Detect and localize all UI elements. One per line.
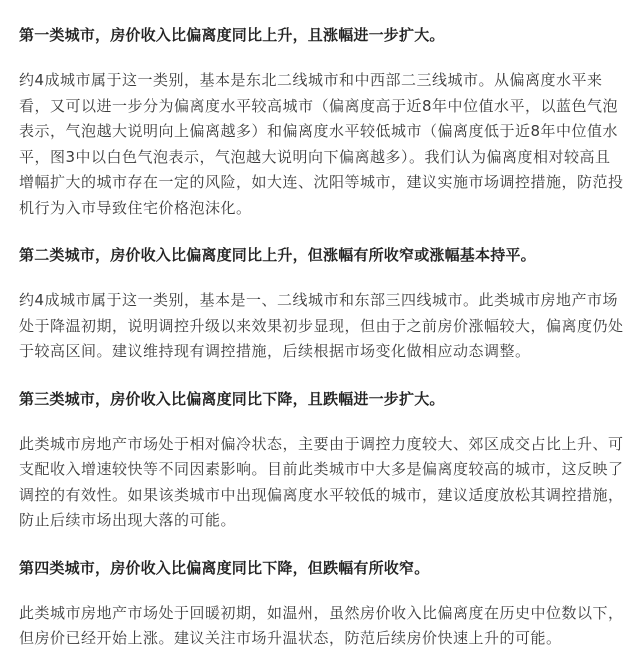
section-paragraph: 约4成城市属于这一类别，基本是东北二线城市和中西部二三线城市。从偏离度水平来看，又可以进一步分为偏离度水平较高城市（偏离度高于近8年中位值水平，以蓝色气泡表示，气泡越大说明向上偏离越多）和偏离度水平较低城市（偏离度低于近8年中位值水平，图3中以白色气泡表示，气泡越大说明向下偏离越多）。我们认为偏离度相对较高且增幅扩大的城市存在一定的风险，如大连、沈阳等城市，建议实施市场调控措施，防范投机行为入市导致住宅价格泡沫化。 [19,71,624,217]
section-category-2 [19,244,626,365]
section-paragraph: 此类城市房地产市场处于回暖初期，如温州，虽然房价收入比偏离度在历史中位数以下，但房价已经开始上涨。建议关注市场升温状态，防范后续房价快速上升的可能。 [19,603,624,647]
section-category-4 [19,557,626,652]
section-category-1 [19,24,626,221]
section-heading: 第三类城市，房价收入比偏离度同比下降，且跌幅进一步扩大。 [19,389,445,408]
section-heading: 第四类城市，房价收入比偏离度同比下降，但跌幅有所收窄。 [19,558,430,577]
section-paragraph: 约4成城市属于这一类别，基本是一、二线城市和东部三四线城市。此类城市房地产市场处于降温初期，说明调控升级以来效果初步显现，但由于之前房价涨幅较大，偏离度仍处于较高区间。建议维持现有调控措施，后续根据市场变化做相应动态调整。 [19,291,624,360]
section-paragraph: 此类城市房地产市场处于相对偏冷状态，主要由于调控力度较大、郊区成交占比上升、可支配收入增速较快等不同因素影响。目前此类城市中大多是偏离度较高的城市，这反映了调控的有效性。如果该类城市中出现偏离度水平较低的城市，建议适度放松其调控措施，防止后续市场出现大落的可能。 [19,434,624,529]
section-heading: 第二类城市，房价收入比偏离度同比上升，但涨幅有所收窄或涨幅基本持平。 [19,246,536,264]
section-heading: 第一类城市，房价收入比偏离度同比上升，且涨幅进一步扩大。 [19,26,445,44]
section-category-3 [19,388,626,534]
